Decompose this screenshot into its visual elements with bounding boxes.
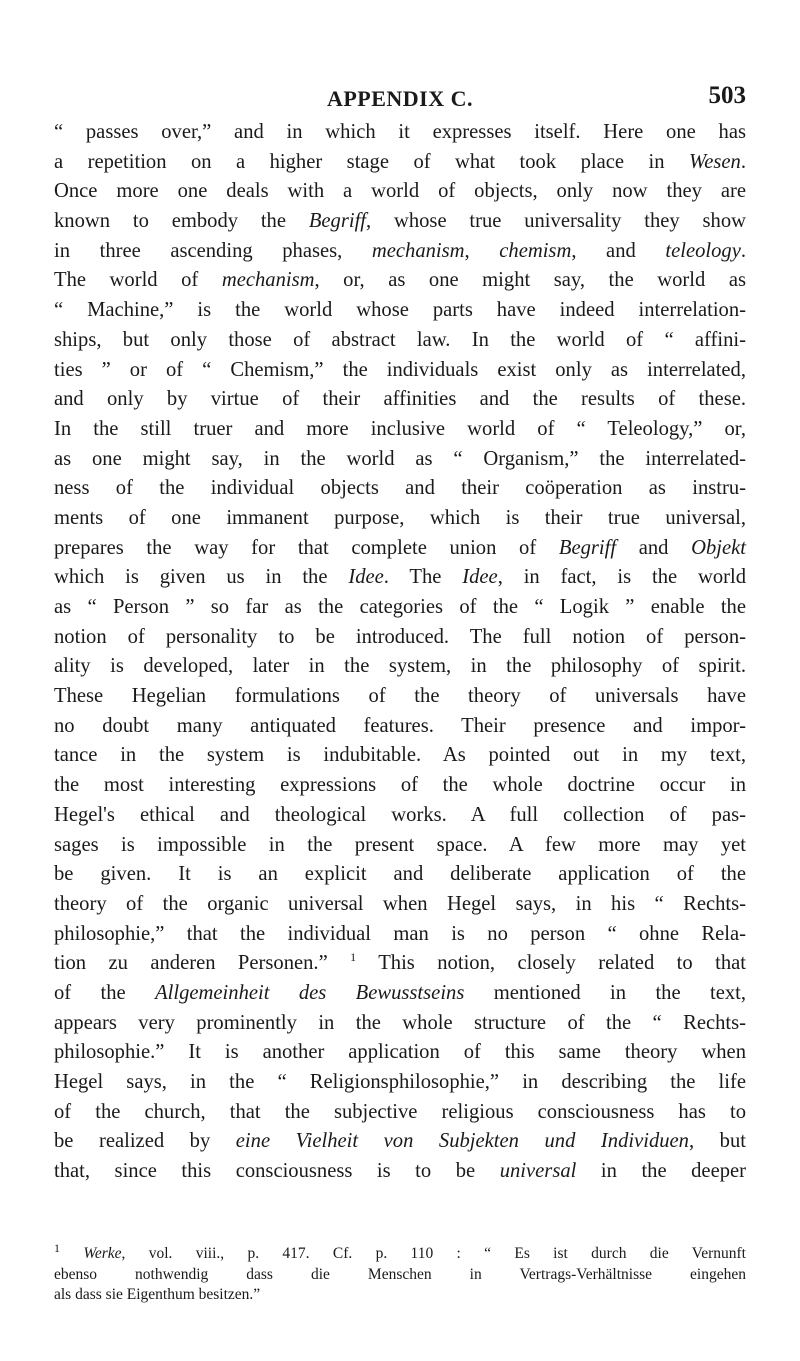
text-line: of the Allgemeinheit des Bewusstseins mentioned in the text, (54, 981, 747, 1004)
text-line: sages is impossible in the present space. A few more may yet (54, 833, 746, 856)
text-line: philosophie.” It is another application of this same theory when (54, 1041, 746, 1064)
footnote (54, 1240, 746, 1306)
text-line: tion zu anderen Personen.” $^1$ This notion, closely related to that (54, 950, 746, 975)
text-line: In the still truer and more inclusive world of “ Teleology,” or, (54, 417, 746, 440)
text-line: as one might say, in the world as “ Organism,” the interrelated- (54, 447, 746, 470)
text-line: ness of the individual objects and their coöperation as instru- (54, 477, 746, 500)
text-line: appears very prominently in the whole structure of the “ Rechts- (54, 1011, 746, 1034)
footnote-line: ebenso nothwendig dass die Menschen in Vertrags-Verhältnisse eingehen (54, 1265, 746, 1283)
running-title: APPENDIX C. (326, 86, 474, 111)
text-line: Once more one deals with a world of objects, only now they are (54, 180, 746, 203)
text-line: ties ” or of “ Chemism,” the individuals exist only as interrelated, (54, 358, 746, 381)
text-line: tance in the system is indubitable. As pointed out in my text, (54, 744, 746, 767)
text-line: theory of the organic universal when Hegel says, in his “ Rechts- (54, 892, 746, 915)
text-line: in three ascending phases, mechanism, chemism, and teleology. (54, 239, 747, 262)
footnote-line: als dass sie Eigenthum besitzen.” (54, 1286, 261, 1303)
text-line: be realized by eine Vielheit von Subjekten und Individuen, but (54, 1130, 746, 1153)
text-line: Hegel says, in the “ Religionsphilosophie,” in describing the life (54, 1071, 746, 1093)
text-line: ships, but only those of abstract law. In the world of “ affini- (54, 328, 746, 351)
text-line: The world of mechanism, or, as one might say, the world as (54, 269, 746, 292)
text-line: prepares the way for that complete union of Begriff and Objekt (54, 536, 747, 559)
text-line: and only by virtue of their affinities and the results of these. (54, 388, 746, 411)
text-line: philosophie,” that the individual man is no person “ ohne Rela- (54, 922, 746, 945)
footnote-line: $^1$ Werke, vol. viii., p. 417. Cf. p. 110 : “ Es ist durch die Vernunft (54, 1240, 746, 1262)
text-line: ality is developed, later in the system, in the philosophy of spirit. (54, 655, 746, 678)
text-line: that, since this consciousness is to be universal in the deeper (54, 1160, 747, 1183)
text-line: “ passes over,” and in which it expresses itself. Here one has (54, 121, 746, 143)
text-line: be given. It is an explicit and deliberate application of the (54, 863, 746, 886)
text-line: ments of one immanent purpose, which is their true universal, (54, 506, 746, 529)
text-line: notion of personality to be introduced. The full notion of person- (54, 625, 746, 648)
text-line: “ Machine,” is the world whose parts have indeed interrelation- (54, 299, 746, 322)
text-line: These Hegelian formulations of the theory of universals have (54, 685, 746, 708)
body-text (54, 118, 746, 1187)
text-line: which is given us in the Idee. The Idee, in fact, is the world (54, 566, 747, 589)
running-head (54, 82, 746, 116)
text-line: as “ Person ” so far as the categories of the “ Logik ” enable the (54, 596, 746, 618)
text-line: no doubt many antiquated features. Their presence and impor- (54, 714, 746, 737)
page-number: 503 (708, 82, 746, 109)
text-line: Hegel's ethical and theological works. A full collection of pas- (54, 803, 746, 826)
text-line: the most interesting expressions of the whole doctrine occur in (54, 774, 746, 797)
text-line: of the church, that the subjective religious consciousness has to (54, 1100, 746, 1123)
text-line: a repetition on a higher stage of what took place in Wesen. (54, 150, 746, 173)
text-line: known to embody the Begriff, whose true universality they show (54, 210, 746, 233)
